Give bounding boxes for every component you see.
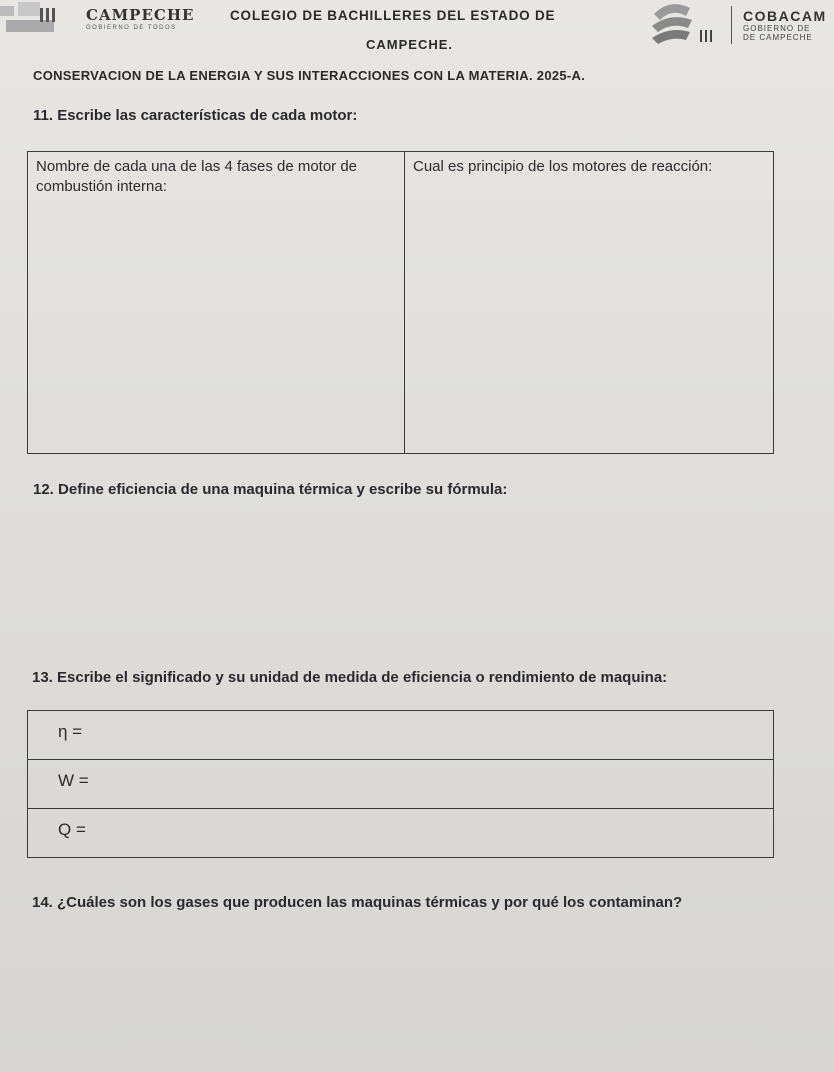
left-brand: CAMPECHE xyxy=(86,6,195,24)
motor-table xyxy=(27,151,774,454)
right-brand: COBACAM xyxy=(743,8,827,24)
efficiency-row-eta[interactable]: η = xyxy=(28,711,773,760)
college-name-line2: CAMPECHE. xyxy=(366,37,454,52)
question-11: 11. Escribe las características de cada motor: xyxy=(33,107,358,124)
left-tagline: GOBIERNO DE TODOS xyxy=(86,25,177,31)
left-brand-block xyxy=(86,6,194,31)
efficiency-row-q[interactable]: Q = xyxy=(58,820,86,839)
question-13: 13. Escribe el significado y su unidad de medida de eficiencia o rendimiento de maquina: xyxy=(32,669,668,686)
header-divider xyxy=(731,6,732,44)
question-14: 14. ¿Cuáles son los gases que producen las maquinas térmicas y por qué los contaminan? xyxy=(32,894,683,911)
motor-table-col-left[interactable] xyxy=(28,152,405,453)
subject-title: CONSERVACION DE LA ENERGIA Y SUS INTERACCIONES CON LA MATERIA. 2025-A. xyxy=(33,68,586,83)
motor-table-col-right[interactable] xyxy=(405,152,773,453)
campeche-logo-icon xyxy=(0,0,70,46)
college-name-line1: COLEGIO DE BACHILLERES DEL ESTADO DE xyxy=(230,8,556,23)
col-right-header: Cual es principio de los motores de reacción: xyxy=(413,158,713,175)
right-brand-block xyxy=(743,8,827,42)
right-line2: DE CAMPECHE xyxy=(743,33,813,42)
col-left-header: Nombre de cada una de las 4 fases de motor de combustión interna: xyxy=(36,158,358,195)
cobacam-logo-icon xyxy=(650,0,720,46)
efficiency-row-w[interactable]: W = xyxy=(28,760,773,809)
efficiency-table xyxy=(27,710,774,858)
right-line1: GOBIERNO DE xyxy=(743,24,811,33)
question-12: 12. Define eficiencia de una maquina térmica y escribe su fórmula: xyxy=(33,481,508,498)
